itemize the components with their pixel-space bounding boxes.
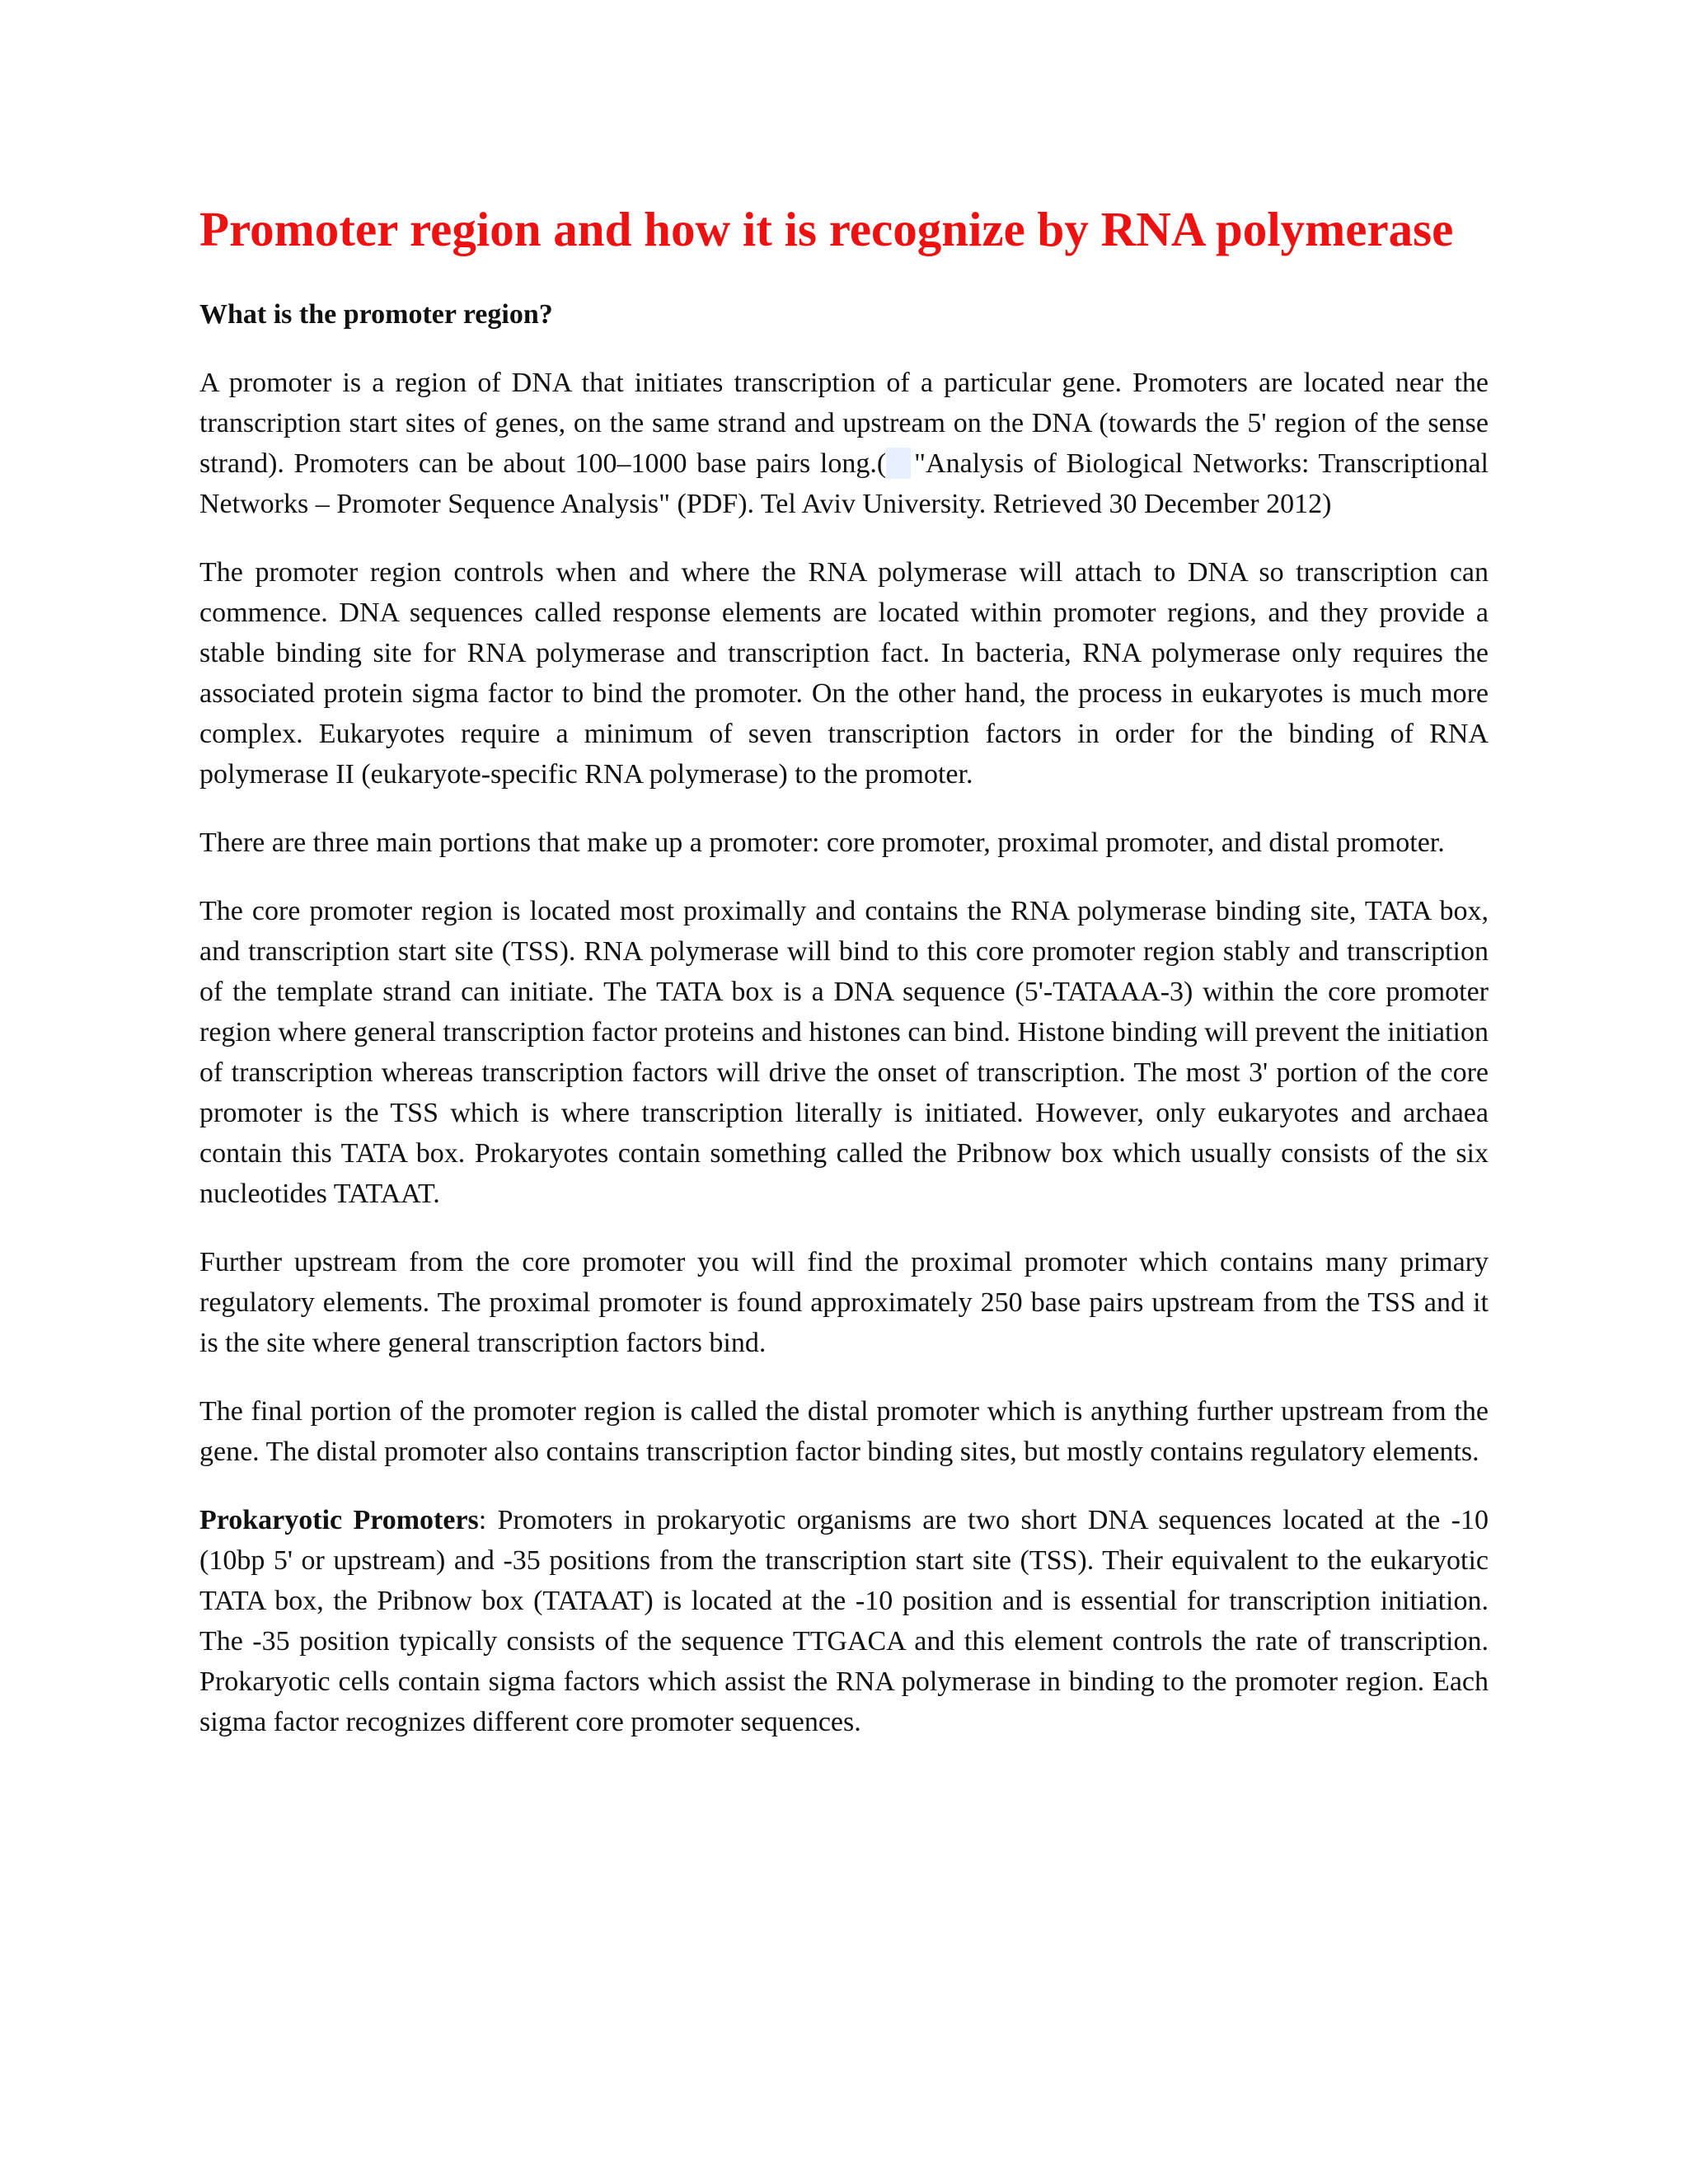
- paragraph-core-promoter: The core promoter region is located most proximally and contains the RNA polymerase binding site, TATA box, and transcription start site (TSS). RNA polymerase will bind to this core promoter region stably and transcription of the template strand can initiate. The TATA box is a DNA sequence (5'-TATAAA-3) within the core promoter region where general transcription factor proteins and histones can bind. Histone binding will prevent the initiation of transcription whereas transcription factors will drive the onset of transcription. The most 3' portion of the core promoter is the TSS which is where transcription literally is initiated. However, only eukaryotes and archaea contain this TATA box. Prokaryotes contain something called the Pribnow box which usually consists of the six nucleotides TATAAT.: [199, 896, 1489, 1209]
- document-page: [199, 196, 1489, 1742]
- paragraph-proximal-promoter: Further upstream from the core promoter you will find the proximal promoter which contains many primary regulatory elements. The proximal promoter is found approximately 250 base pairs upstream from the TSS and it is the site where general transcription factors bind.: [199, 1247, 1489, 1358]
- section-heading: What is the promoter region?: [199, 299, 553, 330]
- document-title: Promoter region and how it is recognize by RNA polymerase: [199, 202, 1454, 256]
- paragraph-lead-term: Prokaryotic Promoters: [199, 1505, 479, 1535]
- paragraph-text: A promoter is a region of DNA that initiates transcription of a particular gene. Promoters are located near the transcription start sites of genes, on the same strand and upstream on the DNA (towards the 5' region of the sense strand). Promoters can be about 100–1000 base pairs long.(: [199, 368, 1489, 479]
- paragraph-prokaryotic-promoters: [199, 1500, 1489, 1742]
- paragraph-promoter-portions: There are three main portions that make up a promoter: core promoter, proximal promoter, and distal promoter.: [199, 827, 1445, 858]
- paragraph-distal-promoter: The final portion of the promoter region is called the distal promoter which is anything further upstream from the gene. The distal promoter also contains transcription factor binding sites, but mostly contains regulatory elements.: [199, 1396, 1489, 1467]
- paragraph-promoter-function: The promoter region controls when and where the RNA polymerase will attach to DNA so transcription can commence. DNA sequences called response elements are located within promoter regions, and they provide a stable binding site for RNA polymerase and transcription fact. In bacteria, RNA polymerase only requires the associated protein sigma factor to bind the promoter. On the other hand, the process in eukaryotes is much more complex. Eukaryotes require a minimum of seven transcription factors in order for the binding of RNA polymerase II (eukaryote-specific RNA polymerase) to the promoter.: [199, 557, 1489, 790]
- text-cursor-highlight: [886, 448, 911, 479]
- paragraph-text: : Promoters in prokaryotic organisms are two short DNA sequences located at the -10 (10bp 5' or upstream) and -35 positions from the transcription start site (TSS). Their equivalent to the eukaryotic TATA box, the Pribnow box (TATAAT) is located at the -10 position and is essential for transcription initiation. The -35 position typically consists of the sequence TTGACA and this element controls the rate of transcription. Prokaryotic cells contain sigma factors which assist the RNA polymerase in binding to the promoter region. Each sigma factor recognizes different core promoter sequences.: [199, 1505, 1489, 1737]
- citation-text: "Analysis of Biological Networks: Transcriptional Networks – Promoter Sequence Analysis" (PDF). Tel Aviv University. Retrieved 30 December 2012): [199, 448, 1489, 519]
- paragraph-promoter-definition: [199, 363, 1489, 524]
